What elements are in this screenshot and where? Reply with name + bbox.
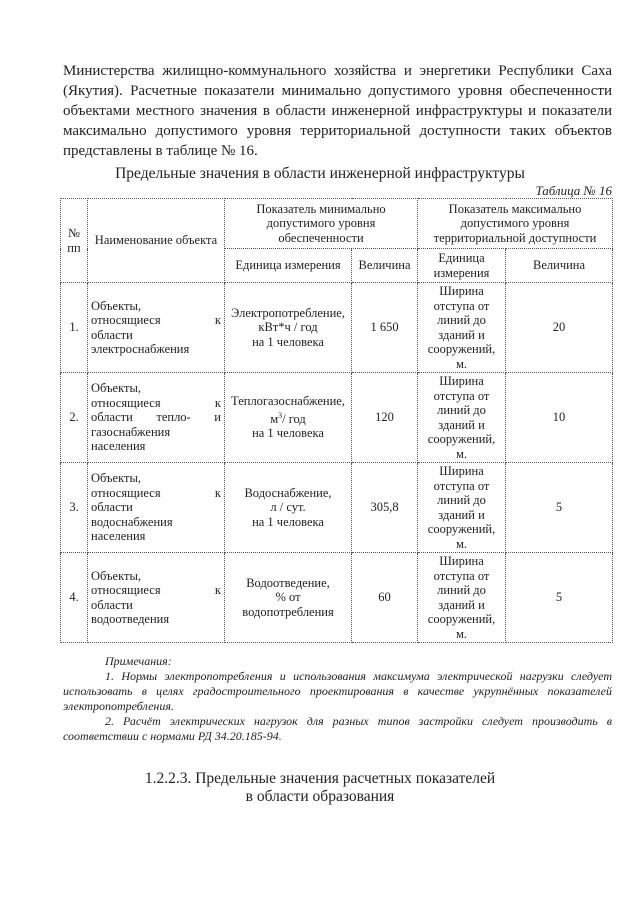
row-unit-2: Ширина отступа от линий до зданий и сооружений, м. bbox=[418, 553, 506, 643]
row-unit: Водоотведение, % от водопотребления bbox=[225, 553, 352, 643]
row-value-2: 5 bbox=[506, 463, 613, 553]
row-name: Объекты, относящиеся к области водоснабжения населения bbox=[88, 463, 225, 553]
notes-heading: Примечания: bbox=[105, 654, 172, 668]
header-name: Наименование объекта bbox=[88, 199, 225, 283]
row-unit: Теплогазоснабжение, $м^3/$ год на 1 человека bbox=[225, 373, 352, 463]
header-max-group: Показатель максимально допустимого уровня территориальной доступности bbox=[418, 199, 613, 249]
row-num: 4. bbox=[61, 553, 88, 643]
table-row bbox=[61, 553, 613, 643]
header-unit-2: Единица измерения bbox=[418, 249, 506, 283]
table-number: Таблица № 16 bbox=[535, 183, 612, 198]
row-name: Объекты, относящиеся к области тепло- и газоснабжения населения bbox=[88, 373, 225, 463]
header-value: Величина bbox=[352, 249, 418, 283]
row-value-2: 5 bbox=[506, 553, 613, 643]
row-num: 2. bbox=[61, 373, 88, 463]
header-min-group: Показатель минимально допустимого уровня обеспеченности bbox=[225, 199, 418, 249]
row-value: 1 650 bbox=[352, 283, 418, 373]
row-value-2: 10 bbox=[506, 373, 613, 463]
intro-paragraph: Министерства жилищно-коммунального хозяйства и энергетики Республики Саха (Якутия). Расчетные показатели минимально допустимого уровня обеспеченности объектами местного значения в области инженерной инфраструктуры и показатели максимально допустимого уровня территориальной доступности таких объектов представлены в таблице № 16. bbox=[63, 63, 612, 159]
note-2: 2. Расчёт электрических нагрузок для разных типов застройки следует производить в соответствии с нормами РД 34.20.185-94. bbox=[63, 714, 612, 743]
notes-block bbox=[63, 654, 612, 744]
table-row bbox=[61, 463, 613, 553]
row-value-2: 20 bbox=[506, 283, 613, 373]
row-value: 60 bbox=[352, 553, 418, 643]
row-unit-2: Ширина отступа от линий до зданий и сооружений, м. bbox=[418, 283, 506, 373]
table-row bbox=[61, 373, 613, 463]
row-value: 305,8 bbox=[352, 463, 418, 553]
infrastructure-table bbox=[60, 198, 613, 643]
row-value: 120 bbox=[352, 373, 418, 463]
subsection-line-2: в области образования bbox=[245, 788, 395, 805]
row-num: 3. bbox=[61, 463, 88, 553]
row-unit-2: Ширина отступа от линий до зданий и сооружений, м. bbox=[418, 463, 506, 553]
row-unit-2: Ширина отступа от линий до зданий и сооружений, м. bbox=[418, 373, 506, 463]
table-row bbox=[61, 283, 613, 373]
note-1: 1. Нормы электропотребления и использования максимума электрической нагрузки следует использовать в целях градостроительного проектирования в качестве укрупнённых показателей электропотребления. bbox=[63, 669, 612, 713]
subsection-heading bbox=[0, 770, 640, 806]
row-name: Объекты, относящиеся к области электроснабжения bbox=[88, 283, 225, 373]
row-num: 1. bbox=[61, 283, 88, 373]
row-name: Объекты, относящиеся к области водоотведения bbox=[88, 553, 225, 643]
header-unit: Единица измерения bbox=[225, 249, 352, 283]
row-unit: Водоснабжение, л / сут. на 1 человека bbox=[225, 463, 352, 553]
header-value-2: Величина bbox=[506, 249, 613, 283]
table-title: Предельные значения в области инженерной инфраструктуры bbox=[115, 165, 525, 182]
subsection-line-1: 1.2.2.3. Предельные значения расчетных показателей bbox=[144, 770, 496, 787]
row-unit: Электропотребление, кВт*ч / год на 1 человека bbox=[225, 283, 352, 373]
header-num: № пп bbox=[61, 199, 88, 283]
